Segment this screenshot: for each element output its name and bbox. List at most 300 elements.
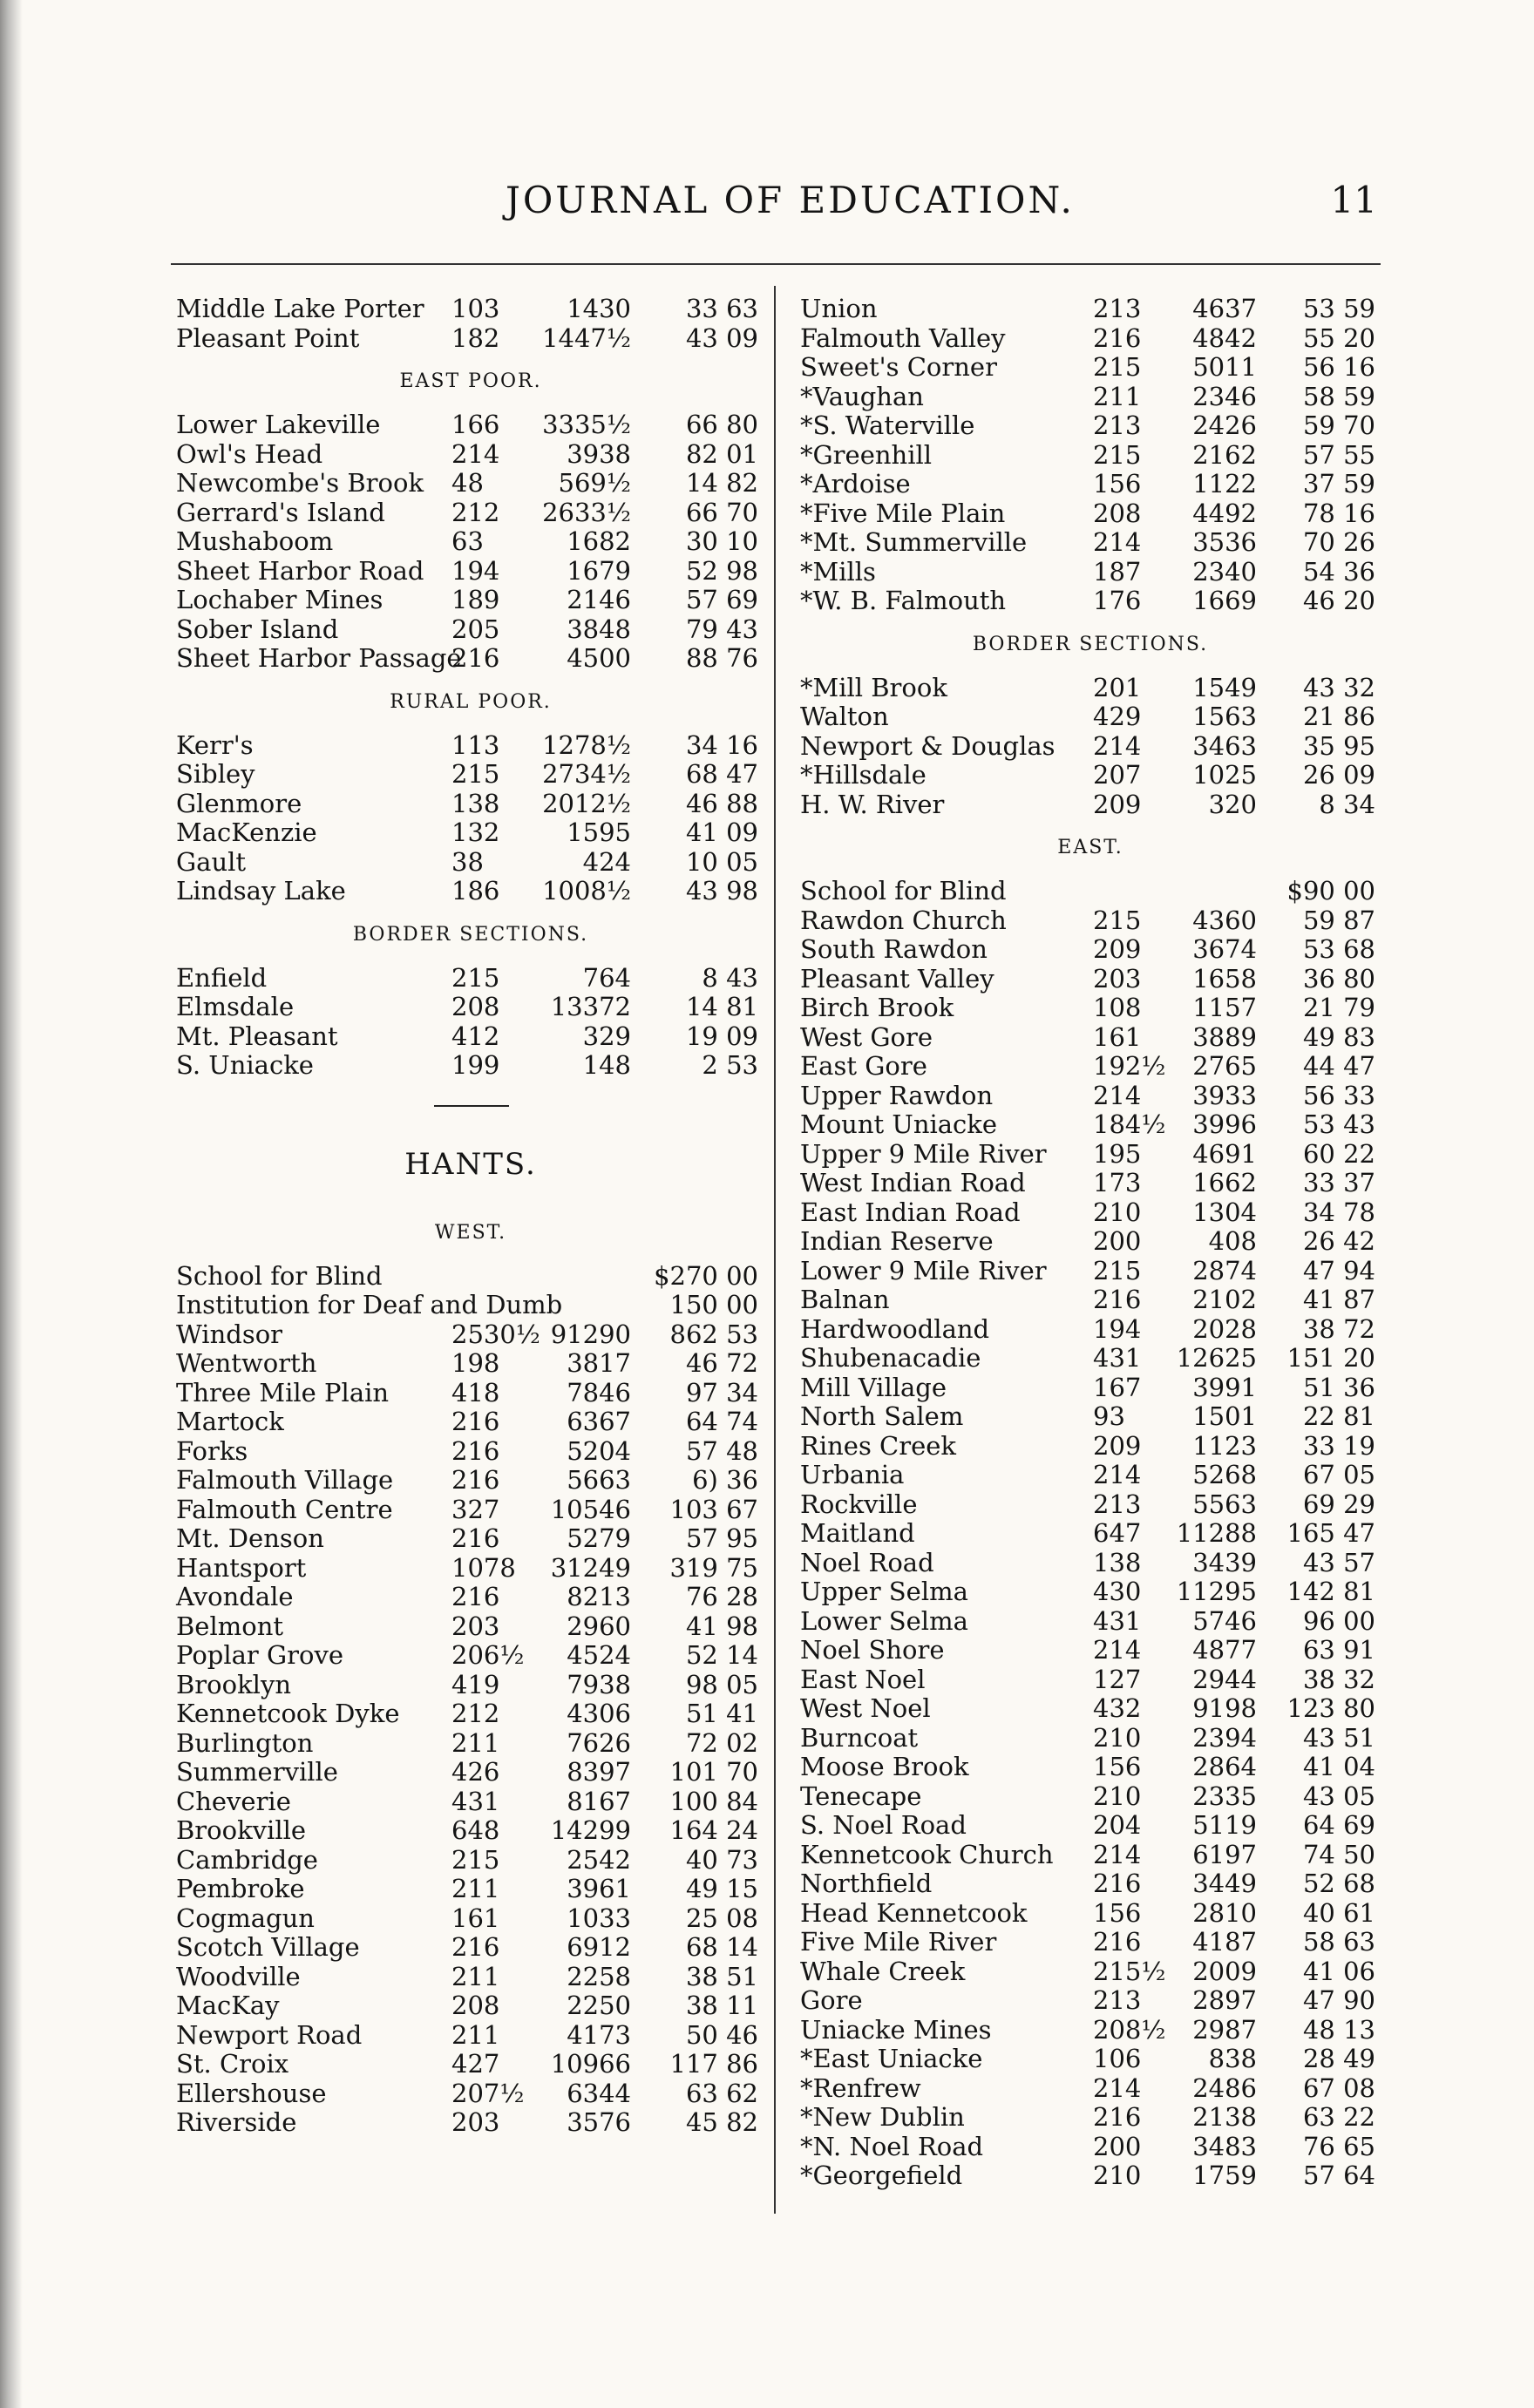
amount-value: 49 83 bbox=[1302, 1021, 1375, 1052]
rule-line bbox=[434, 1105, 509, 1107]
school-name: Middle Lake Porter bbox=[176, 294, 424, 323]
amount-value: 64 74 bbox=[685, 1407, 758, 1436]
table-row bbox=[800, 353, 1381, 383]
table-row bbox=[800, 1636, 1381, 1665]
amount-value: 68 47 bbox=[685, 759, 758, 789]
amount-value: 59 87 bbox=[1302, 905, 1375, 935]
attendance-value: 1669 bbox=[1192, 586, 1257, 615]
table-row bbox=[800, 1986, 1381, 2016]
school-name: West Indian Road bbox=[800, 1168, 1026, 1197]
school-name: East Indian Road bbox=[800, 1197, 1021, 1227]
days-value: 198 bbox=[451, 1348, 500, 1378]
school-name: Brookville bbox=[176, 1815, 307, 1845]
school-name: Rawdon Church bbox=[800, 905, 1007, 935]
amount-value: 52 98 bbox=[685, 555, 758, 586]
school-name: Noel Shore bbox=[800, 1635, 945, 1665]
amount-value: 40 73 bbox=[685, 1844, 758, 1875]
attendance-value: 1679 bbox=[567, 555, 631, 586]
attendance-value: 1595 bbox=[567, 817, 631, 847]
table-row bbox=[176, 731, 765, 761]
amount-value: 57 95 bbox=[685, 1523, 758, 1553]
amount-value: 79 43 bbox=[685, 614, 758, 644]
school-name: Rockville bbox=[800, 1489, 918, 1519]
school-name: *Vaughan bbox=[800, 381, 924, 411]
days-value: 213 bbox=[1093, 410, 1142, 440]
table-row bbox=[176, 1963, 765, 1992]
table-row bbox=[800, 702, 1381, 732]
school-name: Newcombe's Brook bbox=[176, 468, 424, 498]
attendance-value: 3938 bbox=[567, 438, 631, 469]
amount-value: 56 16 bbox=[1302, 352, 1375, 382]
days-value: 648 bbox=[451, 1815, 500, 1845]
days-value: 214 bbox=[1093, 1080, 1142, 1110]
days-value: 431 bbox=[1093, 1605, 1142, 1636]
school-name: Sweet's Corner bbox=[800, 352, 997, 382]
attendance-value: 3991 bbox=[1192, 1372, 1257, 1402]
attendance-value: 6344 bbox=[567, 2078, 631, 2108]
days-value: 216 bbox=[451, 1435, 500, 1466]
table-row bbox=[176, 1904, 765, 1934]
attendance-value: 764 bbox=[582, 962, 631, 993]
attendance-value: 2138 bbox=[1192, 2102, 1257, 2132]
amount-value: 103 67 bbox=[669, 1494, 758, 1524]
attendance-value: 3889 bbox=[1192, 1021, 1257, 1052]
amount-value: 10 05 bbox=[685, 846, 758, 877]
attendance-value: 148 bbox=[582, 1050, 631, 1080]
table-row bbox=[176, 295, 765, 324]
school-name: Maitland bbox=[800, 1518, 915, 1548]
table-row bbox=[800, 441, 1381, 471]
days-value: 206½ bbox=[451, 1640, 525, 1670]
days-value: 209 bbox=[1093, 1430, 1142, 1461]
attendance-value: 1278½ bbox=[542, 729, 631, 760]
school-name: Burncoat bbox=[800, 1722, 919, 1753]
amount-value: 88 76 bbox=[685, 643, 758, 673]
county-heading: HANTS. bbox=[404, 1146, 537, 1182]
days-value: 208 bbox=[1093, 498, 1142, 528]
days-value: 205 bbox=[451, 614, 500, 644]
table-row bbox=[800, 994, 1381, 1023]
amount-value: $270 00 bbox=[654, 1260, 758, 1291]
table-row bbox=[176, 1379, 765, 1408]
amount-value: 45 82 bbox=[685, 2107, 758, 2137]
amount-value: 72 02 bbox=[685, 1727, 758, 1758]
school-name: Newport Road bbox=[176, 2019, 363, 2050]
days-value: 211 bbox=[451, 2019, 500, 2050]
table-row bbox=[800, 1841, 1381, 1870]
school-name: South Rawdon bbox=[800, 934, 988, 964]
school-name: Kennetcook Dyke bbox=[176, 1699, 400, 1728]
amount-value: 19 09 bbox=[685, 1021, 758, 1051]
school-name: School for Blind bbox=[800, 876, 1007, 906]
school-name: *Mill Brook bbox=[800, 672, 947, 702]
amount-value: 66 70 bbox=[685, 497, 758, 527]
school-name: MacKenzie bbox=[176, 817, 317, 847]
school-name: Cambridge bbox=[176, 1844, 318, 1875]
amount-value: 38 51 bbox=[685, 1961, 758, 1991]
days-value: 194 bbox=[451, 555, 500, 586]
school-name: Lindsay Lake bbox=[176, 876, 346, 906]
school-name: Sheet Harbor Passage bbox=[176, 643, 462, 673]
amount-value: 60 22 bbox=[1302, 1138, 1375, 1169]
section-rule bbox=[176, 1081, 765, 1124]
table-row bbox=[800, 1257, 1381, 1286]
table-row bbox=[800, 1110, 1381, 1140]
amount-value: 34 16 bbox=[685, 729, 758, 760]
days-value: 212 bbox=[451, 1699, 500, 1728]
amount-value: 100 84 bbox=[669, 1786, 758, 1816]
amount-value: 38 11 bbox=[685, 1991, 758, 2020]
attendance-value: 3961 bbox=[567, 1874, 631, 1903]
school-name: Rines Creek bbox=[800, 1430, 956, 1461]
days-value: 214 bbox=[1093, 1839, 1142, 1869]
school-name: Gault bbox=[176, 846, 247, 877]
table-row bbox=[800, 2161, 1381, 2191]
days-value: 208 bbox=[451, 1991, 500, 2020]
days-value: 431 bbox=[1093, 1343, 1142, 1373]
table-row bbox=[176, 324, 765, 354]
table-row bbox=[800, 1023, 1381, 1053]
attendance-value: 13372 bbox=[550, 992, 631, 1021]
school-name: Mushaboom bbox=[176, 526, 334, 556]
page-number: 11 bbox=[1330, 179, 1377, 221]
school-name: West Noel bbox=[800, 1693, 931, 1723]
school-name: S. Uniacke bbox=[176, 1050, 314, 1080]
table-row bbox=[800, 1665, 1381, 1695]
amount-value: 52 68 bbox=[1302, 1869, 1375, 1898]
amount-value: 319 75 bbox=[669, 1552, 758, 1583]
attendance-value: 2633½ bbox=[542, 497, 631, 527]
attendance-value: 1759 bbox=[1192, 2160, 1257, 2190]
table-row bbox=[800, 1694, 1381, 1724]
header-rule bbox=[171, 263, 1381, 265]
table-row bbox=[176, 615, 765, 645]
amount-value: 14 82 bbox=[685, 468, 758, 498]
attendance-value: 2810 bbox=[1192, 1897, 1257, 1928]
amount-value: 28 49 bbox=[1302, 2044, 1375, 2073]
attendance-value: 1033 bbox=[567, 1903, 631, 1933]
school-name: Owl's Head bbox=[176, 438, 323, 469]
attendance-value: 2258 bbox=[567, 1961, 631, 1991]
attendance-value: 2250 bbox=[567, 1991, 631, 2020]
days-value: 200 bbox=[1093, 1226, 1142, 1256]
days-value: 216 bbox=[1093, 1927, 1142, 1957]
school-name: Pleasant Point bbox=[176, 322, 360, 353]
amount-value: 26 42 bbox=[1302, 1226, 1375, 1256]
amount-value: 22 81 bbox=[1302, 1401, 1375, 1431]
attendance-value: 2987 bbox=[1192, 2014, 1257, 2045]
amount-value: 82 01 bbox=[685, 438, 758, 469]
attendance-value: 31249 bbox=[550, 1552, 631, 1583]
table-row bbox=[176, 1349, 765, 1379]
days-value: 138 bbox=[1093, 1547, 1142, 1577]
attendance-value: 10966 bbox=[550, 2049, 631, 2079]
attendance-value: 5663 bbox=[567, 1465, 631, 1495]
table-row bbox=[176, 1671, 765, 1700]
days-value: 189 bbox=[451, 585, 500, 614]
table-row bbox=[176, 1933, 765, 1963]
table-row bbox=[176, 586, 765, 615]
school-name: Belmont bbox=[176, 1611, 284, 1641]
school-name: Brooklyn bbox=[176, 1669, 292, 1699]
attendance-value: 1658 bbox=[1192, 963, 1257, 994]
attendance-value: 1157 bbox=[1192, 993, 1257, 1022]
attendance-value: 8213 bbox=[567, 1582, 631, 1611]
amount-value: 57 64 bbox=[1302, 2160, 1375, 2190]
school-name: Indian Reserve bbox=[800, 1226, 994, 1256]
days-value: 201 bbox=[1093, 672, 1142, 702]
amount-value: 53 59 bbox=[1302, 294, 1375, 323]
amount-value: 67 08 bbox=[1302, 2072, 1375, 2103]
table-row bbox=[176, 1758, 765, 1787]
attendance-value: 2009 bbox=[1192, 1956, 1257, 1986]
school-name: Burlington bbox=[176, 1727, 314, 1758]
attendance-value: 4842 bbox=[1192, 322, 1257, 353]
table-row bbox=[176, 964, 765, 994]
school-name: East Gore bbox=[800, 1051, 927, 1081]
days-value: 113 bbox=[451, 729, 500, 760]
days-value: 210 bbox=[1093, 1197, 1142, 1227]
table-row bbox=[800, 1315, 1381, 1345]
attendance-value: 1025 bbox=[1192, 760, 1257, 790]
amount-value: 35 95 bbox=[1302, 730, 1375, 761]
school-name: *East Uniacke bbox=[800, 2044, 983, 2073]
attendance-value: 7846 bbox=[567, 1377, 631, 1407]
days-value: 327 bbox=[451, 1494, 500, 1524]
school-name: Newport & Douglas bbox=[800, 730, 1055, 761]
attendance-value: 5279 bbox=[567, 1523, 631, 1553]
school-name: *Georgefield bbox=[800, 2160, 963, 2190]
table-row bbox=[800, 1344, 1381, 1374]
amount-value: 151 20 bbox=[1286, 1343, 1375, 1373]
attendance-value: 3449 bbox=[1192, 1869, 1257, 1898]
amount-value: 44 47 bbox=[1302, 1051, 1375, 1081]
amount-value: 25 08 bbox=[685, 1903, 758, 1933]
amount-value: 2 53 bbox=[702, 1050, 758, 1080]
days-value: 214 bbox=[1093, 1460, 1142, 1489]
days-value: 211 bbox=[451, 1961, 500, 1991]
table-row bbox=[176, 2079, 765, 2109]
table-row bbox=[800, 935, 1381, 965]
school-name: Glenmore bbox=[176, 788, 302, 818]
school-name: H. W. River bbox=[800, 789, 945, 819]
school-name: School for Blind bbox=[176, 1260, 383, 1291]
attendance-value: 2146 bbox=[567, 585, 631, 614]
school-name: Upper 9 Mile River bbox=[800, 1138, 1047, 1169]
school-name: Whale Creek bbox=[800, 1956, 966, 1986]
attendance-value: 2897 bbox=[1192, 1985, 1257, 2015]
amount-value: 46 20 bbox=[1302, 586, 1375, 615]
days-value: 127 bbox=[1093, 1664, 1142, 1694]
school-name: Upper Rawdon bbox=[800, 1080, 994, 1110]
school-name: Riverside bbox=[176, 2107, 297, 2137]
school-name: Lower Selma bbox=[800, 1605, 968, 1636]
amount-value: 59 70 bbox=[1302, 410, 1375, 440]
scan-edge-shadow bbox=[0, 0, 23, 2408]
attendance-value: 1549 bbox=[1192, 672, 1257, 702]
days-value: 63 bbox=[451, 526, 484, 556]
amount-value: 98 05 bbox=[685, 1669, 758, 1699]
school-name: Kennetcook Church bbox=[800, 1839, 1054, 1869]
school-name: MacKay bbox=[176, 1991, 280, 2020]
school-name: Birch Brook bbox=[800, 993, 954, 1022]
days-value: 38 bbox=[451, 846, 484, 877]
amount-value: 57 48 bbox=[685, 1435, 758, 1466]
days-value: 215 bbox=[451, 1844, 500, 1875]
school-name: Union bbox=[800, 294, 878, 323]
days-value: 166 bbox=[451, 410, 500, 439]
days-value: 187 bbox=[1093, 556, 1142, 587]
days-value: 419 bbox=[451, 1669, 500, 1699]
attendance-value: 1430 bbox=[567, 294, 631, 323]
school-name: North Salem bbox=[800, 1401, 964, 1431]
days-value: 161 bbox=[1093, 1021, 1142, 1052]
attendance-value: 3576 bbox=[567, 2107, 631, 2137]
table-row bbox=[176, 1991, 765, 2021]
attendance-value: 5011 bbox=[1192, 352, 1257, 382]
days-value: 215 bbox=[1093, 352, 1142, 382]
days-value: 215 bbox=[1093, 905, 1142, 935]
school-name: Northfield bbox=[800, 1869, 933, 1898]
days-value: 210 bbox=[1093, 2160, 1142, 2190]
days-value: 216 bbox=[1093, 322, 1142, 353]
table-row bbox=[800, 1140, 1381, 1170]
days-value: 203 bbox=[451, 2107, 500, 2137]
attendance-value: 4492 bbox=[1192, 498, 1257, 528]
table-row bbox=[800, 2016, 1381, 2045]
table-row bbox=[176, 2021, 765, 2051]
attendance-value: 3439 bbox=[1192, 1547, 1257, 1577]
table-row bbox=[176, 557, 765, 587]
attendance-value: 2394 bbox=[1192, 1722, 1257, 1753]
days-value: 215 bbox=[451, 759, 500, 789]
days-value: 194 bbox=[1093, 1313, 1142, 1344]
school-name: *N. Noel Road bbox=[800, 2131, 984, 2161]
amount-value: 47 90 bbox=[1302, 1985, 1375, 2015]
amount-value: 150 00 bbox=[669, 1290, 758, 1319]
days-value: 211 bbox=[1093, 381, 1142, 411]
school-name: Cogmagun bbox=[176, 1903, 315, 1933]
table-row bbox=[800, 1928, 1381, 1957]
amount-value: 46 88 bbox=[685, 788, 758, 818]
days-value: 108 bbox=[1093, 993, 1142, 1022]
amount-value: 49 15 bbox=[685, 1874, 758, 1903]
days-value: 210 bbox=[1093, 1781, 1142, 1811]
school-name: Mount Uniacke bbox=[800, 1109, 998, 1139]
school-name: *Mt. Summerville bbox=[800, 527, 1028, 557]
school-name: Pleasant Valley bbox=[800, 963, 994, 994]
amount-value: 14 81 bbox=[685, 992, 758, 1021]
amount-value: 37 59 bbox=[1302, 469, 1375, 499]
attendance-value: 1122 bbox=[1192, 469, 1257, 499]
section-heading: RURAL POOR. bbox=[390, 690, 552, 713]
attendance-value: 2960 bbox=[567, 1611, 631, 1641]
school-name: Shubenacadie bbox=[800, 1343, 981, 1373]
table-row bbox=[800, 1461, 1381, 1490]
attendance-value: 4877 bbox=[1192, 1635, 1257, 1665]
amount-value: 33 63 bbox=[685, 294, 758, 323]
school-name: Martock bbox=[176, 1407, 284, 1436]
table-row bbox=[176, 1291, 765, 1320]
amount-value: 36 80 bbox=[1302, 963, 1375, 994]
days-value: 204 bbox=[1093, 1810, 1142, 1840]
table-row bbox=[176, 1554, 765, 1584]
table-row bbox=[176, 1437, 765, 1467]
school-name: Elmsdale bbox=[176, 992, 295, 1021]
table-row bbox=[176, 2108, 765, 2138]
section-heading: WEST. bbox=[434, 1221, 507, 1244]
school-name: Noel Road bbox=[800, 1547, 934, 1577]
days-value: 216 bbox=[1093, 2102, 1142, 2132]
table-row bbox=[176, 1051, 765, 1081]
school-name: Wentworth bbox=[176, 1348, 317, 1378]
attendance-value: 11295 bbox=[1176, 1577, 1257, 1606]
table-row bbox=[800, 1052, 1381, 1082]
attendance-value: 12625 bbox=[1176, 1343, 1257, 1373]
school-name: Moose Brook bbox=[800, 1752, 969, 1781]
table-row bbox=[800, 1549, 1381, 1578]
table-row bbox=[176, 499, 765, 528]
attendance-value: 2765 bbox=[1192, 1051, 1257, 1081]
table-row bbox=[800, 1782, 1381, 1812]
table-row bbox=[800, 1957, 1381, 1987]
attendance-value: 2944 bbox=[1192, 1664, 1257, 1694]
amount-value: 8 43 bbox=[702, 962, 758, 993]
days-value: 214 bbox=[451, 438, 500, 469]
amount-value: 78 16 bbox=[1302, 498, 1375, 528]
school-name: Uniacke Mines bbox=[800, 2014, 992, 2045]
days-value: 216 bbox=[1093, 1869, 1142, 1898]
table-row bbox=[800, 1198, 1381, 1228]
amount-value: 43 32 bbox=[1302, 672, 1375, 702]
table-row bbox=[800, 761, 1381, 790]
table-row bbox=[176, 1583, 765, 1612]
school-name: *W. B. Falmouth bbox=[800, 586, 1007, 615]
school-name: Hantsport bbox=[176, 1552, 307, 1583]
table-row bbox=[800, 1869, 1381, 1899]
days-value: 429 bbox=[1093, 702, 1142, 731]
school-name: Falmouth Valley bbox=[800, 322, 1006, 353]
attendance-value: 7626 bbox=[567, 1727, 631, 1758]
amount-value: 48 13 bbox=[1302, 2014, 1375, 2045]
school-name: S. Noel Road bbox=[800, 1810, 967, 1840]
attendance-value: 1123 bbox=[1192, 1430, 1257, 1461]
table-row bbox=[800, 1490, 1381, 1520]
days-value: 214 bbox=[1093, 527, 1142, 557]
table-row bbox=[800, 732, 1381, 762]
school-name: Summerville bbox=[176, 1757, 338, 1787]
attendance-value: 4173 bbox=[567, 2019, 631, 2050]
amount-value: 63 91 bbox=[1302, 1635, 1375, 1665]
attendance-value: 3996 bbox=[1192, 1109, 1257, 1139]
attendance-value: 2335 bbox=[1192, 1781, 1257, 1811]
amount-value: 55 20 bbox=[1302, 322, 1375, 353]
table-row bbox=[176, 1466, 765, 1496]
attendance-value: 838 bbox=[1208, 2044, 1257, 2073]
days-value: 213 bbox=[1093, 1489, 1142, 1519]
days-value: 192½ bbox=[1093, 1051, 1166, 1081]
days-value: 216 bbox=[451, 1932, 500, 1962]
attendance-value: 4524 bbox=[567, 1640, 631, 1670]
attendance-value: 1304 bbox=[1192, 1197, 1257, 1227]
table-row bbox=[176, 440, 765, 470]
table-row bbox=[800, 2103, 1381, 2133]
table-row bbox=[176, 469, 765, 499]
amount-value: 30 10 bbox=[685, 526, 758, 556]
attendance-value: 91290 bbox=[550, 1319, 631, 1349]
school-name: Three Mile Plain bbox=[176, 1377, 390, 1407]
school-name: Falmouth Centre bbox=[176, 1494, 393, 1524]
